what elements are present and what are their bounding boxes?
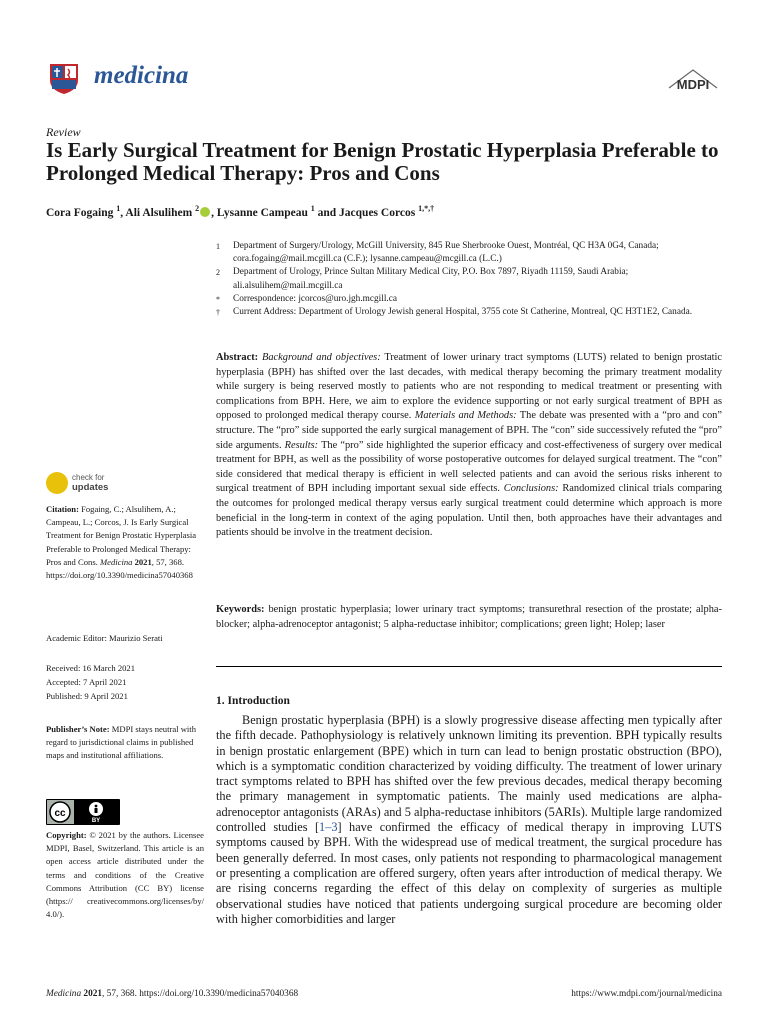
copyright-block [46,829,204,921]
author-affil-mark: 1 [310,204,315,213]
received-date: Received: 16 March 2021 [46,663,136,673]
affiliation-mark: 2 [216,268,220,278]
academic-editor: Academic Editor: Maurizio Serati [46,633,163,643]
citation-journal: Medicina [99,556,133,567]
intro-text-part2: ] have confirmed the efficacy of medical therapy in improving LUTS symptoms caused by BPH. With the widespread use of medical treatment, the surgical procedure has been generally deferred. In most cases, only patients not responding to pharmacological management or presenting a complication are offered surgery, often years after introduction of medical therapy. We are rising concerns regarding the effect of this delay on complexity of surgeries as multiple observational studies have noticed that patients undergoing surgical procedure are becoming older with higher comorbidities and larger [216,820,722,926]
citation-text: Fogaing, C.; Alsulihem, A.; Campeau, L.; Corcos, J. Is Early Surgical Treatment for Benign Prostatic Hyperplasia Preferable to Prolonged Medical Therapy: Pros and Cons. [46,504,197,567]
affiliation-mark: 1 [216,242,220,251]
abstract-bg-label: Background and objectives: [262,352,381,363]
citation-rest[interactable]: , 57, 368. https://doi.org/10.3390/medicina57040368 [46,556,193,581]
abstract-mm-label: Materials and Methods: [414,410,517,422]
abstract-bg-text: Treatment of lower urinary tract symptoms (LUTS) related to benign prostatic hyperplasia (BPH) has shifted over the last decades, with medical therapy becoming the primary treatment modality while surgery is being reserved mostly to patients who are not responding to medical treatment or presenting with complications from BPH. Here, we aim to explore the evidence supporting or not early surgical treatment of BPH as opposed to prolonged medical therapy course. [216,352,722,422]
author-separator: and [314,206,340,219]
affiliation-item [216,293,726,306]
affiliation-mark: † [216,308,220,318]
published-date: Published: 9 April 2021 [46,691,128,701]
mdpi-logo-text: MDPI [676,77,710,92]
abstract-conc-label: Conclusions: [503,483,559,495]
author-name[interactable]: Cora Fogaing [46,206,114,219]
citation-year: 2021 [132,556,152,567]
check-updates-icon[interactable] [46,472,68,494]
publisher-note-label: Publisher’s Note: [46,724,110,734]
affiliation-text: Department of Surgery/Urology, McGill University, 845 Rue Sherbrooke Ouest, Montréal, QC H3A 0G4, Canada; cora.fogaing@mail.mcgill.ca (C.F.); lysanne.campeau@mcgill.ca (L.C.) [233,241,659,265]
citation-block [46,503,204,582]
affiliation-text: Department of Urology, Prince Sultan Military Medical City, P.O. Box 7897, Riyadh 11159, Saudi Arabia; ali.alsulihem@mail.mcgill.ca [233,267,629,291]
journal-name: medicina [94,62,189,89]
article-title: Is Early Surgical Treatment for Benign Prostatic Hyperplasia Preferable to Prolonged Medical Therapy: Pros and Cons [46,138,719,185]
affiliation-item [216,306,726,319]
footer-journal: Medicina [46,989,82,999]
abstract-conc-text: Randomized clinical trials comparing the outcomes for prolonged medical therapy versus early surgical treatment could determine which approach is more beneficial in the long-term in context of the aging population. Until then, both approaches have their advantages and patients should be involve in the treatment decision. [216,483,722,539]
reference-link[interactable]: 1–3 [319,820,338,835]
mdpi-logo-icon [665,68,721,92]
journal-logo-icon [46,60,82,96]
author-name[interactable]: Lysanne Campeau [216,206,308,219]
affiliation-mark: * [216,294,220,304]
footer-url[interactable]: https://www.mdpi.com/journal/medicina [571,989,722,999]
keywords-text: benign prostatic hyperplasia; lower urinary tract symptoms; transurethral resection of the prostate; alpha-blocker; alpha-adrenoceptor antagonist; 5 alpha-reductase inhibitor; complications; green light; Holep; laser [216,604,722,630]
keywords-label: Keywords: [216,604,265,615]
author-separator: , [211,206,217,219]
author-affil-mark: 2 [195,204,200,213]
affiliation-text: Current Address: Department of Urology Jewish general Hospital, 3755 cote St Catherine, Montreal, QC H3T1E2, Canada. [233,307,693,318]
copyright-text: © 2021 by the authors. Licensee MDPI, Basel, Switzerland. This article is an open access article distributed under the terms and conditions of the Creative Commons Attribution (CC BY) license (https:// creativecommons.org/licenses/by/ 4.0/). [46,830,204,920]
author-affil-mark: 1,*,† [418,204,435,213]
publisher-note-text: MDPI stays neutral with regard to jurisdictional claims in published maps and institutional affiliations. [46,724,196,761]
author-name[interactable]: Ali Alsulihem [125,206,193,219]
affiliation-item [216,266,726,292]
check-updates-line1[interactable]: check for [72,473,105,482]
publisher-note [46,723,204,763]
orcid-icon[interactable] [200,207,210,217]
section-heading: 1. Introduction [216,695,290,707]
cc-by-license-icon[interactable] [46,799,120,825]
abstract-label: Abstract: [216,352,259,363]
cc-badge-text: BY [91,818,101,824]
keywords [216,603,722,632]
affiliations [216,240,726,319]
copyright-label: Copyright: [46,830,87,840]
footer-citation [46,989,298,999]
abstract [216,351,722,541]
author-name[interactable]: Jacques Corcos [339,206,416,219]
section-divider [216,666,722,667]
accepted-date: Accepted: 7 April 2021 [46,677,127,687]
affiliation-item [216,240,726,266]
abstract-res-text: The “pro” side highlighted the superior efficacy and cost-effectiveness of surgery over medical treatment for BPH, as well as the possibility of worse postoperative outcomes for delayed surgical treatment. The “con” side considered that medical therapy is efficient in well selected patients and can avoid the serious risks inherent to surgical treatment of BPH including important sexual side effects. [216,439,722,495]
footer-year: 2021 [81,989,103,999]
abstract-mm-text: The debate was presented with a “pro and con” structure. The “pro” side supported the early surgical management of BPH. The “con” side successively refuted the “pro” side arguments. [216,410,722,451]
author-affil-mark: 1 [116,204,121,213]
intro-text-part1: Benign prostatic hyperplasia (BPH) is a slowly progressive disease affecting men typically after the fifth decade. Pathophysiology is relatively unknown limiting its prevention. BPH typically results in benign prostatic enlargement (BPE) which in turn can lead to benign prostatic obstruction (BPO), which is a symptomatic condition characterized by voiding difficulty. The treatment of lower urinary tract symptoms related to BPH has shifted over the few previous decades, medical therapy becoming the primary management in symptomatic patients. The mainly used medications are alpha-adrenoceptor antagonists (ARAs) and 5 alpha-reductase inhibitors (5ARIs). Multiple large randomized controlled studies [ [216,713,722,835]
affiliation-text: Correspondence: jcorcos@uro.jgh.mcgill.ca [233,293,397,304]
svg-text:cc: cc [54,808,66,819]
check-updates-line2[interactable]: updates [72,482,109,493]
citation-label: Citation: [46,504,79,514]
article-type: Review [46,125,81,139]
abstract-res-label: Results: [284,439,319,451]
footer-doi[interactable]: , 57, 368. https://doi.org/10.3390/medicina57040368 [102,989,299,999]
author-list [46,204,434,219]
author-separator: , [120,206,126,219]
intro-paragraph [216,713,722,927]
